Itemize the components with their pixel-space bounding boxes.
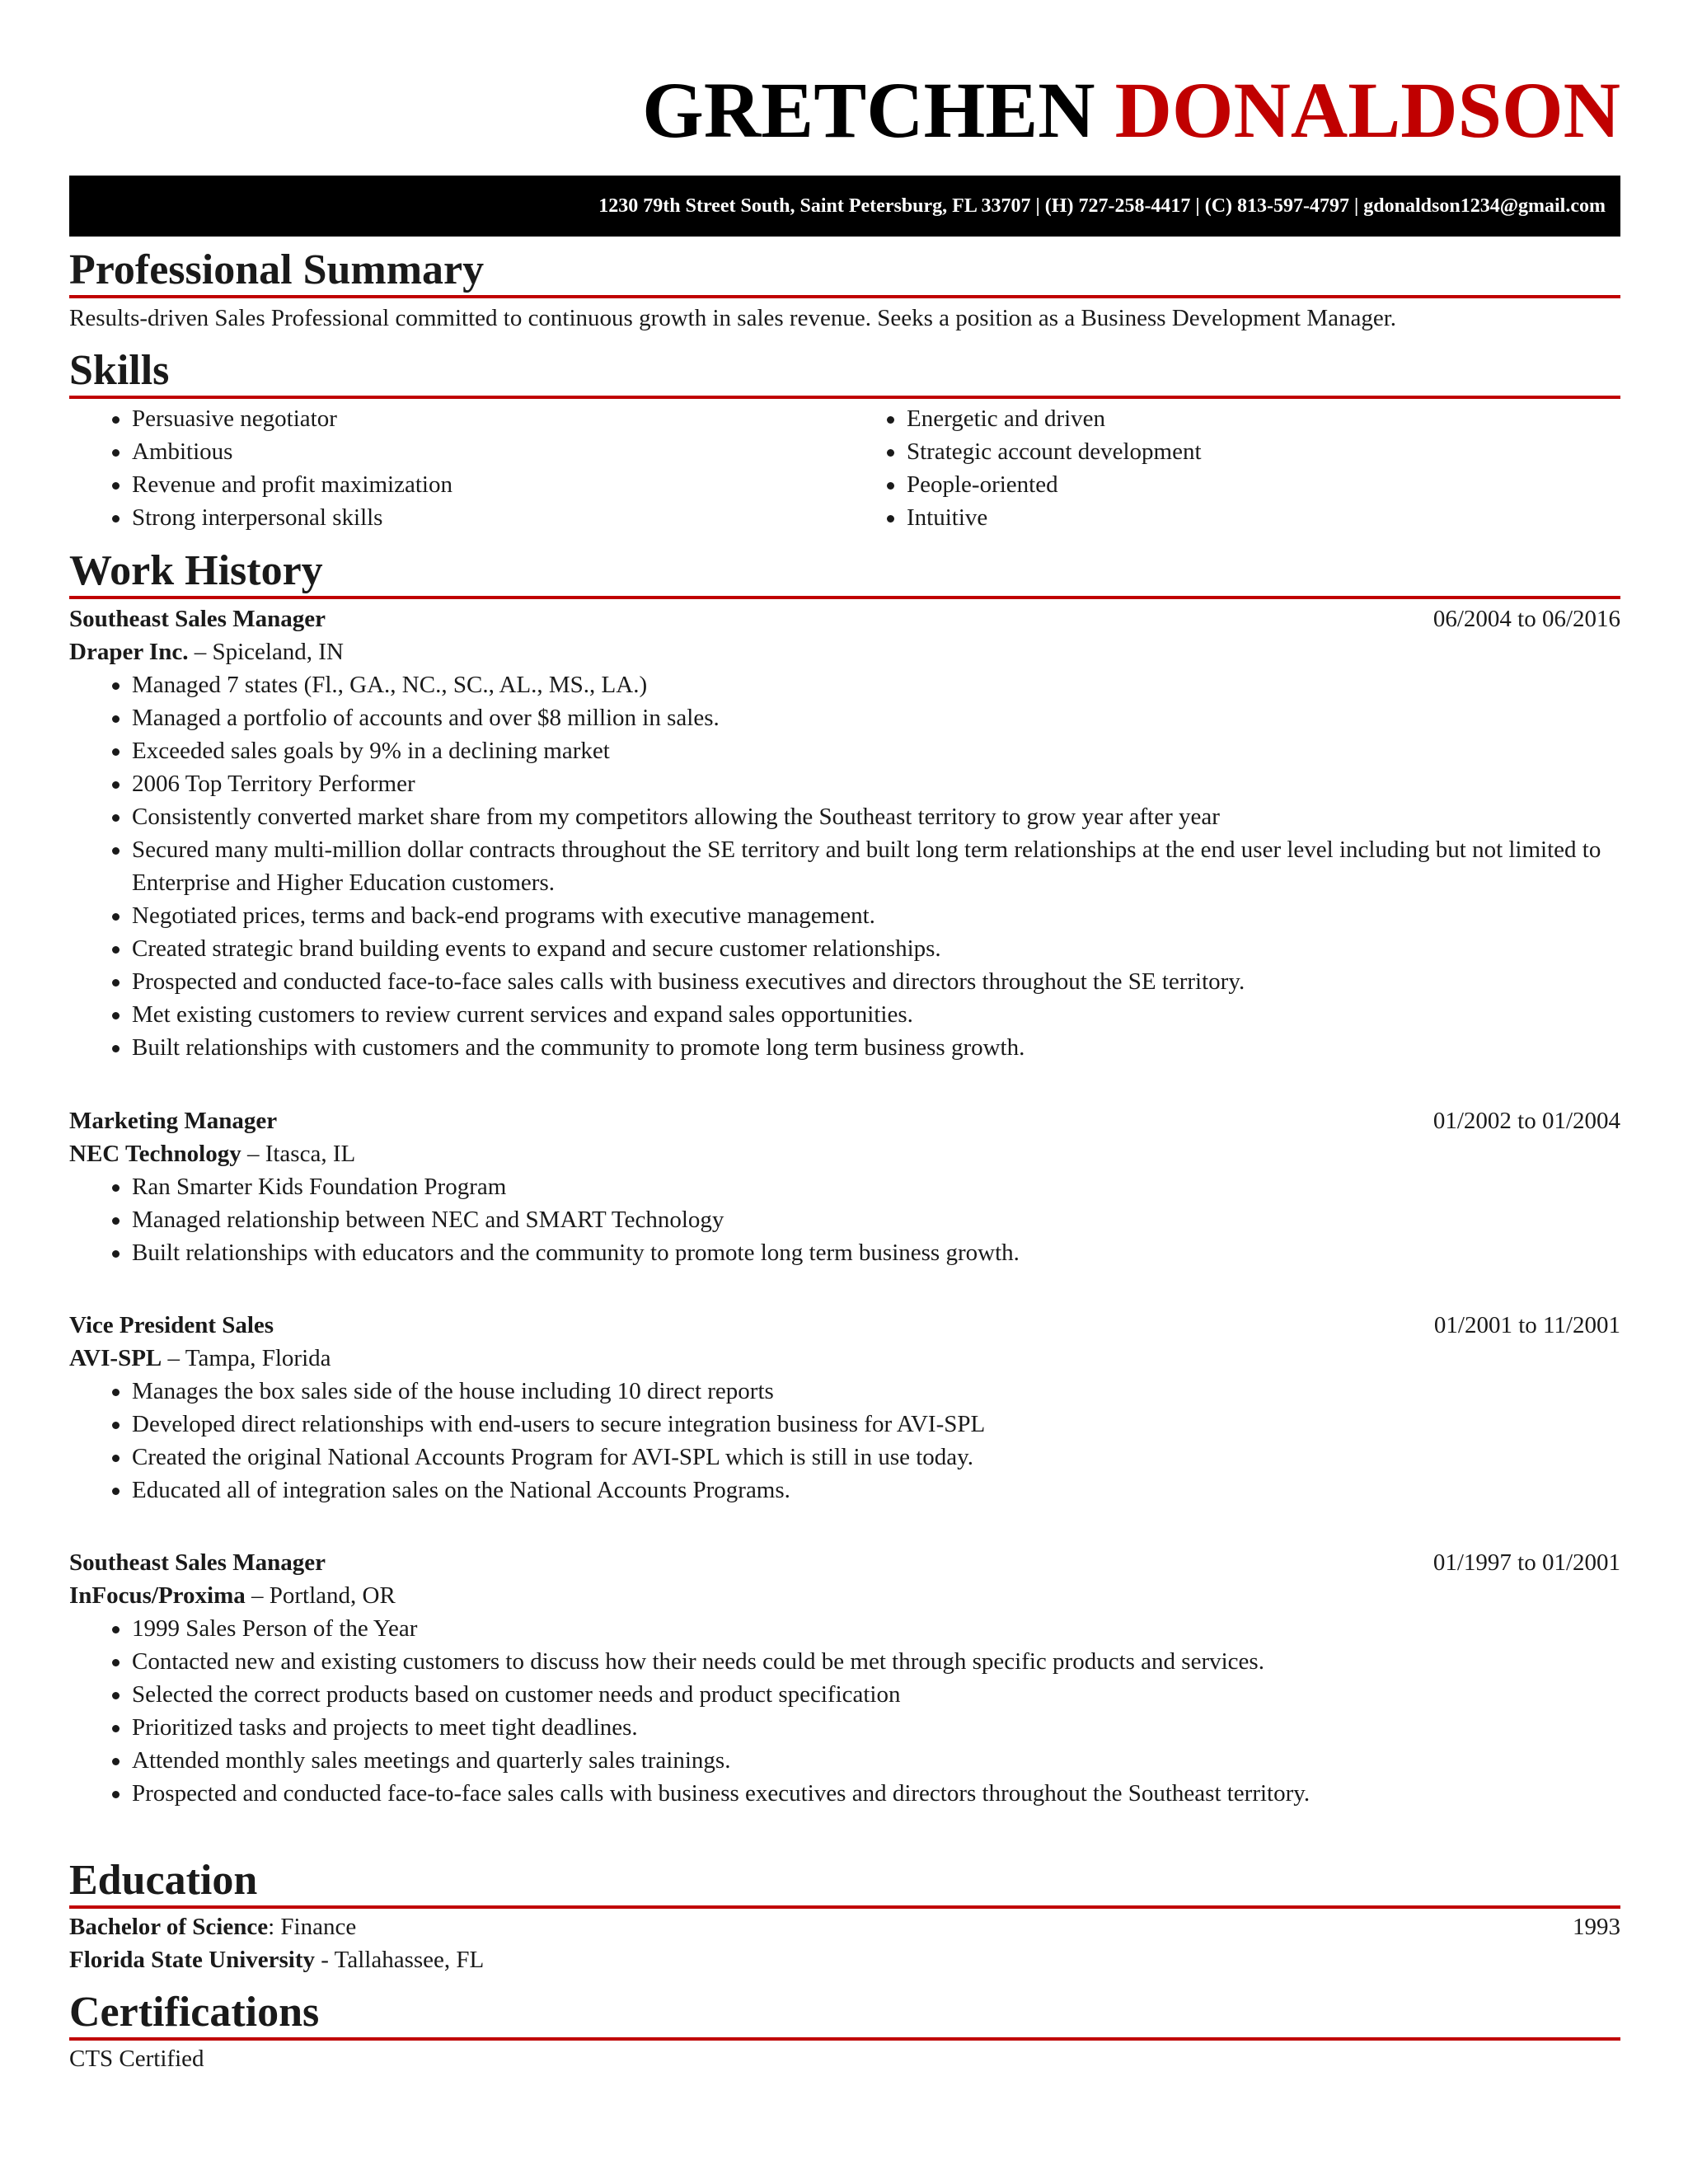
company-location: – Spiceland, IN <box>188 639 344 665</box>
job-bullet: Met existing customers to review current services and expand sales opportunities. <box>69 998 1620 1031</box>
skills-heading: Skills <box>69 349 1620 399</box>
certification-item: CTS Certified <box>69 2046 204 2072</box>
job-bullets <box>69 1612 1620 1810</box>
job-bullet: Created the original National Accounts Program for AVI-SPL which is still in use today. <box>69 1441 1620 1474</box>
job-bullets <box>69 1170 1620 1269</box>
last-name: DONALDSON <box>1114 66 1620 154</box>
job-bullet: Exceeded sales goals by 9% in a declining market <box>69 734 1620 767</box>
company-name: AVI-SPL <box>69 1345 162 1371</box>
contact-info: 1230 79th Street South, Saint Petersburg, FL 33707 | (H) 727-258-4417 | (C) 813-597-4797 | gdonaldson1234@gmail.com <box>598 194 1606 217</box>
degree: Bachelor of Science <box>69 1914 269 1940</box>
skill-item: People-oriented <box>844 468 1619 501</box>
job-entry <box>69 1309 1620 1507</box>
skill-item: Ambitious <box>69 435 844 468</box>
job-dates: 01/2001 to 11/2001 <box>1433 1312 1620 1338</box>
skills-column-left <box>69 402 844 534</box>
job-entry <box>69 1546 1620 1810</box>
job-bullet: Prospected and conducted face-to-face sales calls with business executives and directors throughout the Southeast territory. <box>69 1777 1620 1810</box>
job-entry <box>69 602 1620 1064</box>
education-entry <box>69 1910 1620 1976</box>
school-name: Florida State University <box>69 1947 316 1973</box>
degree-field: : Finance <box>268 1914 357 1940</box>
company-name: InFocus/Proxima <box>69 1582 246 1609</box>
job-bullet: 2006 Top Territory Performer <box>69 767 1620 800</box>
skill-item: Intuitive <box>844 501 1619 534</box>
skill-item: Persuasive negotiator <box>69 402 844 435</box>
company-location: – Tampa, Florida <box>162 1345 331 1371</box>
job-bullets <box>69 1375 1620 1507</box>
job-bullet: Built relationships with educators and the community to promote long term business growth. <box>69 1236 1620 1269</box>
job-bullet: Prioritized tasks and projects to meet tight deadlines. <box>69 1711 1620 1744</box>
skills-list <box>69 402 1620 534</box>
job-dates: 06/2004 to 06/2016 <box>1432 606 1620 632</box>
job-header <box>69 1309 1620 1342</box>
job-bullet: Managed relationship between NEC and SMART Technology <box>69 1203 1620 1236</box>
school-location: - Tallahassee, FL <box>315 1947 485 1973</box>
education-heading: Education <box>69 1859 1620 1909</box>
job-bullet: Consistently converted market share from my competitors allowing the Southeast territory to grow year after year <box>69 800 1620 833</box>
skills-column-right <box>844 402 1619 534</box>
skill-item: Strategic account development <box>844 435 1619 468</box>
company-line <box>69 1137 1620 1170</box>
job-bullet: Manages the box sales side of the house including 10 direct reports <box>69 1375 1620 1408</box>
summary-heading: Professional Summary <box>69 249 1620 298</box>
company-name: Draper Inc. <box>69 639 189 665</box>
graduation-year: 1993 <box>1573 1914 1620 1940</box>
summary-text: Results-driven Sales Professional committed to continuous growth in sales revenue. Seeks a position as a Business Development Manager. <box>69 305 1397 331</box>
job-bullet: Developed direct relationships with end-users to secure integration business for AVI-SPL <box>69 1408 1620 1441</box>
company-name: NEC Technology <box>69 1141 241 1167</box>
first-name: GRETCHEN <box>642 66 1095 154</box>
job-bullet: Managed a portfolio of accounts and over $8 million in sales. <box>69 701 1620 734</box>
job-bullet: Secured many multi-million dollar contracts throughout the SE territory and built long term relationships at the end user level including but not limited to Enterprise and Higher Education customers. <box>69 833 1620 899</box>
job-bullet: Negotiated prices, terms and back-end programs with executive management. <box>69 899 1620 932</box>
work-history-heading: Work History <box>69 550 1620 599</box>
company-line <box>69 1342 1620 1375</box>
job-bullet: Managed 7 states (Fl., GA., NC., SC., AL., MS., LA.) <box>69 668 1620 701</box>
job-title: Vice President Sales <box>69 1312 274 1338</box>
job-dates: 01/2002 to 01/2004 <box>1432 1108 1620 1134</box>
job-header <box>69 1104 1620 1137</box>
job-header <box>69 1546 1620 1579</box>
job-title: Marketing Manager <box>69 1108 278 1134</box>
job-title: Southeast Sales Manager <box>69 606 326 632</box>
job-bullet: 1999 Sales Person of the Year <box>69 1612 1620 1645</box>
company-line <box>69 1579 1620 1612</box>
job-entry <box>69 1104 1620 1269</box>
skill-item: Strong interpersonal skills <box>69 501 844 534</box>
job-bullet: Attended monthly sales meetings and quarterly sales trainings. <box>69 1744 1620 1777</box>
company-location: – Itasca, IL <box>241 1141 356 1167</box>
job-bullet: Ran Smarter Kids Foundation Program <box>69 1170 1620 1203</box>
company-location: – Portland, OR <box>245 1582 396 1609</box>
job-bullet: Selected the correct products based on customer needs and product specification <box>69 1678 1620 1711</box>
job-title: Southeast Sales Manager <box>69 1549 326 1576</box>
job-header <box>69 602 1620 635</box>
skill-item: Energetic and driven <box>844 402 1619 435</box>
job-bullet: Prospected and conducted face-to-face sales calls with business executives and directors throughout the SE territory. <box>69 965 1620 998</box>
company-line <box>69 635 1620 668</box>
job-bullet: Created strategic brand building events to expand and secure customer relationships. <box>69 932 1620 965</box>
job-dates: 01/1997 to 01/2001 <box>1432 1549 1620 1576</box>
job-bullet: Contacted new and existing customers to discuss how their needs could be met through specific products and services. <box>69 1645 1620 1678</box>
candidate-name <box>642 66 1620 154</box>
school-row <box>69 1943 1620 1976</box>
job-bullet: Educated all of integration sales on the National Accounts Programs. <box>69 1474 1620 1507</box>
skill-item: Revenue and profit maximization <box>69 468 844 501</box>
certifications-heading: Certifications <box>69 1991 1620 2041</box>
job-bullets <box>69 668 1620 1064</box>
contact-bar <box>69 176 1620 237</box>
job-bullet: Built relationships with customers and the community to promote long term business growth. <box>69 1031 1620 1064</box>
degree-row <box>69 1910 1620 1943</box>
